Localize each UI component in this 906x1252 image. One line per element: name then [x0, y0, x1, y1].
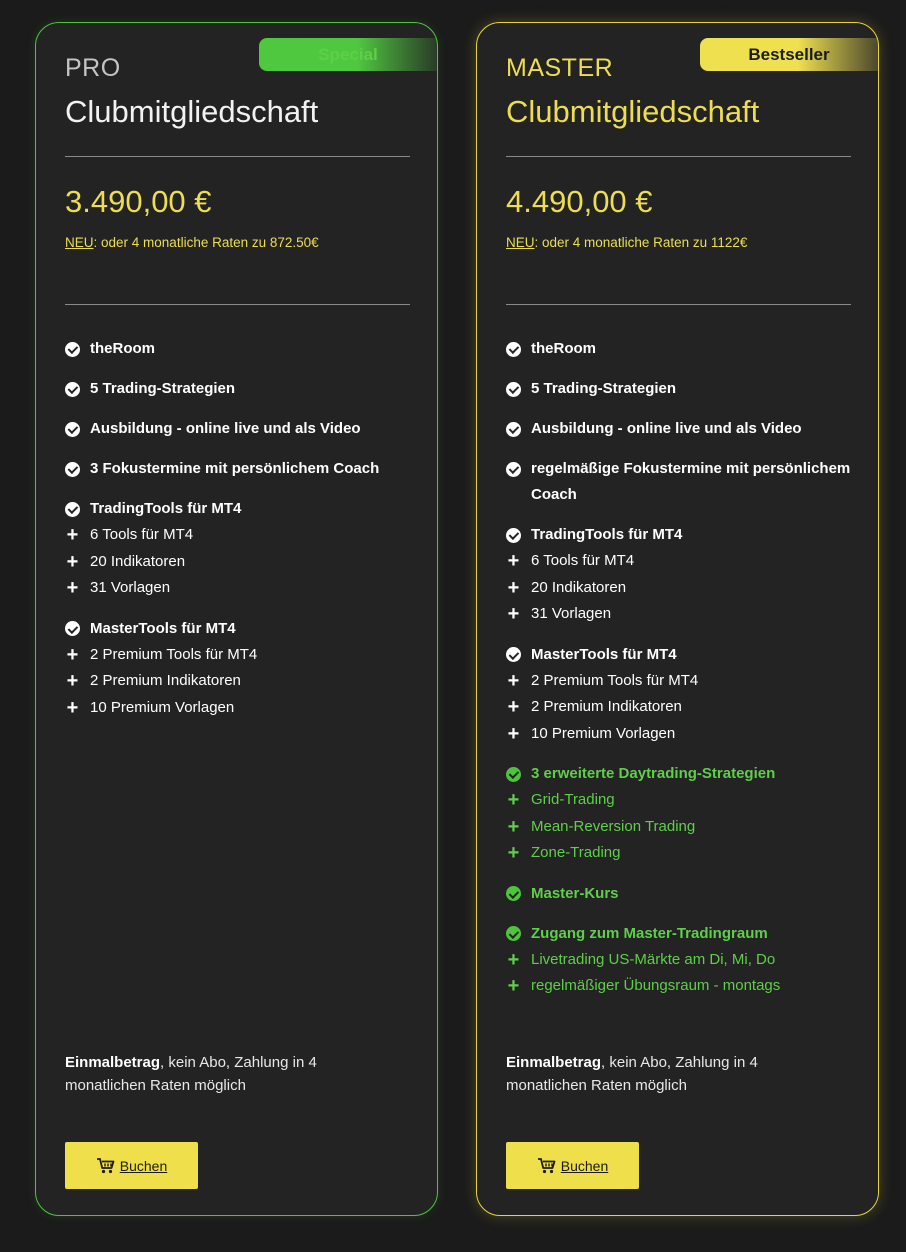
feature-item — [65, 416, 415, 442]
feature-label: MasterTools für MT4 — [531, 645, 677, 663]
feature-label: Master-Kurs — [531, 884, 619, 902]
plus-icon: + — [507, 550, 520, 572]
installment-text: : oder 4 monatliche Raten zu 872.50€ — [93, 235, 319, 250]
payment-note-text: , kein Abo, Zahlung in 4 monatlichen Raten möglich — [65, 1054, 317, 1094]
feature-subitem — [506, 814, 856, 841]
feature-subitem-label: 2 Premium Tools für MT4 — [90, 645, 258, 663]
installment-text: : oder 4 monatliche Raten zu 1122€ — [534, 235, 748, 250]
feature-subitem-label: regelmäßiger Übungsraum - montags — [531, 977, 781, 994]
feature-label: Ausbildung - online live und als Video — [90, 420, 361, 437]
feature-subitem-label: Livetrading US-Märkte am Di, Mi, Do — [531, 950, 776, 968]
check-circle-icon — [506, 926, 521, 941]
feature-subitem-label: 31 Vorlagen — [531, 605, 612, 622]
feature-item — [65, 456, 415, 482]
feature-subitem-label: Grid-Trading — [531, 791, 615, 808]
feature-item — [506, 881, 856, 907]
pricing-card-pro — [35, 22, 438, 1216]
special-badge: Special — [259, 38, 437, 71]
feature-subitem — [506, 840, 856, 867]
check-circle-icon — [506, 528, 521, 543]
plan-title: Clubmitgliedschaft — [506, 94, 760, 129]
feature-label: TradingTools für MT4 — [531, 526, 683, 543]
check-circle-icon — [506, 422, 521, 437]
divider — [65, 304, 410, 305]
plus-icon: + — [66, 524, 79, 546]
feature-subitem-label: 31 Vorlagen — [90, 579, 171, 596]
feature-subitem-label: Zone-Trading — [531, 844, 621, 861]
feature-subitem — [506, 787, 856, 814]
feature-subitem — [65, 522, 415, 549]
check-circle-icon — [65, 422, 80, 437]
feature-item — [506, 416, 856, 442]
plus-icon: + — [507, 815, 520, 838]
feature-subitem-label: 6 Tools für MT4 — [531, 552, 635, 569]
bestseller-badge: Bestseller — [700, 38, 878, 71]
plus-icon: + — [66, 550, 79, 573]
feature-item — [506, 336, 856, 362]
feature-subitem-label: Mean-Reversion Trading — [531, 817, 696, 835]
feature-subitem-label: 10 Premium Vorlagen — [531, 724, 676, 742]
check-circle-icon — [65, 462, 80, 477]
check-circle-icon — [506, 342, 521, 357]
feature-list — [65, 336, 415, 721]
feature-item — [65, 616, 415, 642]
plus-icon: + — [66, 577, 79, 599]
plus-icon: + — [507, 842, 520, 864]
plus-icon: + — [66, 696, 79, 719]
book-button-label: Buchen — [560, 1157, 609, 1174]
feature-label: 5 Trading-Strategien — [90, 380, 236, 397]
check-circle-icon — [506, 462, 521, 477]
plus-icon: + — [507, 975, 520, 997]
feature-subitem-label: 10 Premium Vorlagen — [90, 698, 235, 716]
feature-label: Zugang zum Master-Tradingraum — [531, 924, 768, 942]
feature-item — [65, 496, 415, 522]
feature-subitem — [506, 973, 856, 1000]
feature-label: regelmäßige Fokustermine mit persönlichem Coach — [531, 460, 851, 503]
feature-subitem-label: 6 Tools für MT4 — [90, 526, 194, 543]
feature-subitem — [506, 575, 856, 602]
pricing-card-master — [476, 22, 879, 1216]
feature-subitem — [65, 668, 415, 695]
plus-icon: + — [507, 576, 520, 599]
feature-item — [506, 642, 856, 668]
check-circle-icon — [506, 647, 521, 662]
feature-label: TradingTools für MT4 — [90, 500, 242, 517]
installment-info — [65, 235, 319, 250]
feature-subitem — [506, 601, 856, 628]
plan-title: Clubmitgliedschaft — [65, 94, 319, 129]
payment-note-bold: Einmalbetrag — [65, 1054, 161, 1071]
feature-subitem — [506, 721, 856, 748]
cart-icon — [537, 1158, 557, 1174]
cart-icon — [96, 1158, 116, 1174]
check-circle-icon — [65, 342, 80, 357]
feature-item — [506, 376, 856, 402]
plus-icon: + — [66, 643, 79, 666]
feature-subitem-label: 2 Premium Indikatoren — [531, 698, 682, 715]
feature-list — [506, 336, 856, 1000]
plus-icon: + — [507, 789, 520, 811]
feature-label: theRoom — [90, 340, 155, 357]
check-circle-icon — [65, 621, 80, 636]
new-label: NEU — [65, 235, 94, 250]
feature-label: MasterTools für MT4 — [90, 619, 236, 637]
feature-subitem-label: 2 Premium Indikatoren — [90, 672, 241, 689]
book-button[interactable] — [65, 1142, 198, 1189]
feature-label: theRoom — [531, 340, 596, 357]
book-button[interactable] — [506, 1142, 639, 1189]
feature-label: Ausbildung - online live und als Video — [531, 420, 802, 437]
feature-subitem-label: 2 Premium Tools für MT4 — [531, 671, 699, 689]
check-circle-icon — [506, 767, 521, 782]
installment-info — [506, 235, 747, 250]
feature-item — [506, 456, 856, 508]
plus-icon: + — [507, 696, 520, 718]
payment-note-text: , kein Abo, Zahlung in 4 monatlichen Raten möglich — [506, 1054, 758, 1094]
feature-subitem — [65, 549, 415, 576]
payment-note — [65, 1051, 385, 1097]
check-circle-icon — [506, 886, 521, 901]
feature-label: 3 Fokustermine mit persönlichem Coach — [90, 460, 380, 477]
feature-item — [65, 336, 415, 362]
payment-note — [506, 1051, 826, 1097]
divider — [65, 156, 410, 157]
plus-icon: + — [507, 603, 520, 625]
feature-label: 5 Trading-Strategien — [531, 380, 677, 397]
feature-subitem — [65, 642, 415, 669]
feature-item — [506, 522, 856, 548]
feature-subitem — [506, 947, 856, 974]
feature-subitem-label: 20 Indikatoren — [90, 552, 186, 570]
plus-icon: + — [507, 669, 520, 692]
feature-subitem — [65, 575, 415, 602]
plan-tier: MASTER — [506, 54, 614, 82]
feature-subitem — [506, 694, 856, 721]
plan-price: 3.490,00 € — [65, 184, 212, 219]
book-button-label: Buchen — [119, 1157, 168, 1174]
feature-subitem — [506, 548, 856, 575]
feature-item — [506, 921, 856, 947]
plan-price: 4.490,00 € — [506, 184, 653, 219]
feature-subitem — [506, 668, 856, 695]
new-label: NEU — [506, 235, 535, 250]
feature-item — [506, 761, 856, 787]
payment-note-bold: Einmalbetrag — [506, 1054, 602, 1071]
feature-subitem-label: 20 Indikatoren — [531, 578, 627, 596]
plus-icon: + — [507, 948, 520, 971]
feature-label: 3 erweiterte Daytrading-Strategien — [531, 765, 776, 782]
feature-item — [65, 376, 415, 402]
plus-icon: + — [66, 670, 79, 692]
plus-icon: + — [507, 722, 520, 745]
check-circle-icon — [65, 502, 80, 517]
feature-subitem — [65, 695, 415, 722]
divider — [506, 304, 851, 305]
plan-tier: PRO — [65, 54, 121, 82]
check-circle-icon — [65, 382, 80, 397]
divider — [506, 156, 851, 157]
check-circle-icon — [506, 382, 521, 397]
